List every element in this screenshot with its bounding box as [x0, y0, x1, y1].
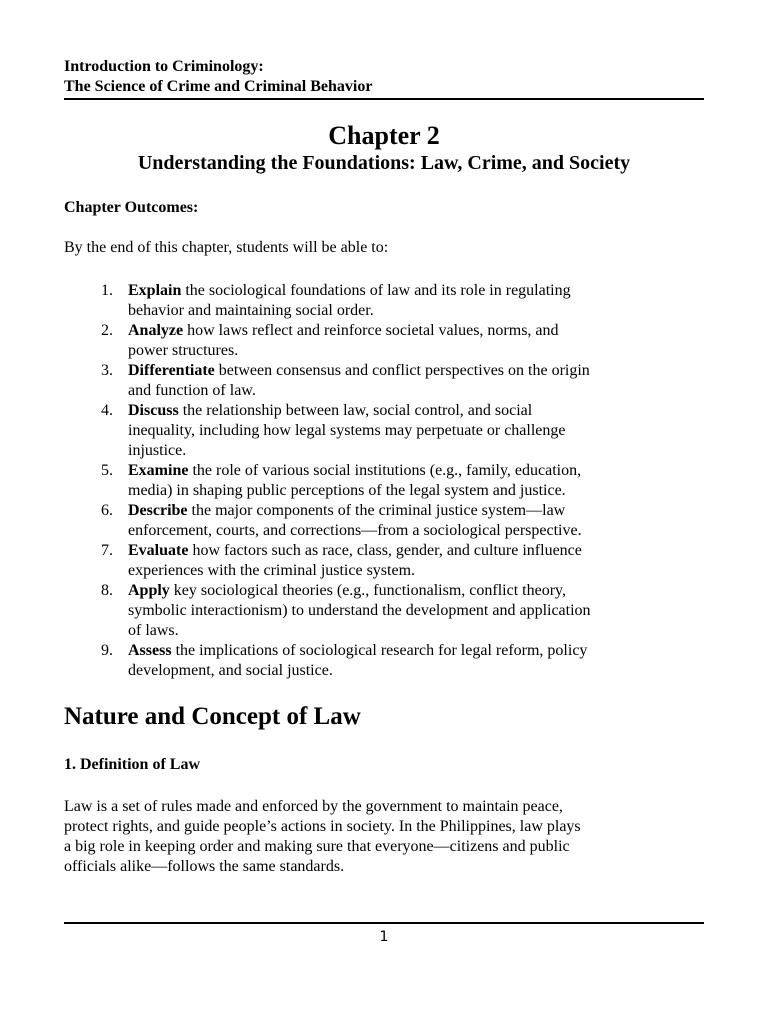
outcome-text-cont: and function of law. — [128, 382, 256, 399]
outcomes-list — [64, 281, 704, 681]
outcome-text-cont: power structures. — [128, 342, 239, 359]
outcome-item-9 — [64, 641, 704, 681]
outcome-text-cont: experiences with the criminal justice system. — [128, 562, 416, 579]
outcome-number: 4. — [101, 402, 113, 419]
header-rule — [64, 98, 704, 100]
running-header-line-1: Introduction to Criminology: — [64, 58, 264, 75]
outcome-text-cont: development, and social justice. — [128, 662, 333, 679]
outcome-number: 3. — [101, 362, 113, 379]
outcome-number: 2. — [101, 322, 113, 339]
outcome-text-cont: media) in shaping public perceptions of the legal system and justice. — [128, 482, 566, 499]
paragraph-line: Law is a set of rules made and enforced by the government to maintain peace, — [64, 798, 563, 815]
outcome-text: the role of various social institutions (e.g., family, education, — [188, 462, 582, 479]
outcome-item-2 — [64, 321, 704, 361]
outcome-verb: Discuss — [128, 402, 179, 419]
outcome-verb: Evaluate — [128, 542, 189, 559]
outcome-text: the major components of the criminal justice system—law — [187, 502, 566, 519]
outcome-text: between consensus and conflict perspectives on the origin — [214, 362, 590, 379]
outcome-text-cont: of laws. — [128, 622, 179, 639]
outcome-verb: Analyze — [128, 322, 184, 339]
outcome-number: 9. — [101, 642, 113, 659]
footer-rule — [64, 922, 704, 924]
outcome-number: 7. — [101, 542, 113, 559]
definition-paragraph — [64, 797, 709, 877]
outcome-verb: Apply — [128, 582, 170, 599]
outcome-item-6 — [64, 501, 704, 541]
outcome-item-3 — [64, 361, 704, 401]
outcome-text: key sociological theories (e.g., functionalism, conflict theory, — [169, 582, 566, 599]
chapter-title: Understanding the Foundations: Law, Crime, and Society — [137, 152, 631, 174]
outcome-verb: Explain — [128, 282, 182, 299]
outcome-verb: Examine — [128, 462, 189, 479]
paragraph-line: officials alike—follows the same standards. — [64, 858, 345, 875]
outcome-verb: Describe — [128, 502, 188, 519]
outcome-text: the sociological foundations of law and its role in regulating — [181, 282, 571, 299]
page-number: 1 — [379, 929, 389, 945]
section-heading: Nature and Concept of Law — [64, 703, 361, 730]
outcome-number: 1. — [101, 282, 113, 299]
outcomes-heading: Chapter Outcomes: — [64, 199, 199, 216]
outcome-verb: Assess — [128, 642, 172, 659]
outcome-text-cont: behavior and maintaining social order. — [128, 302, 374, 319]
outcome-text-cont: enforcement, courts, and corrections—from a sociological perspective. — [128, 522, 582, 539]
paragraph-line: protect rights, and guide people’s actions in society. In the Philippines, law plays — [64, 818, 581, 835]
outcome-text: the relationship between law, social control, and social — [178, 402, 533, 419]
outcome-text-cont: inequality, including how legal systems may perpetuate or challenge — [128, 422, 566, 439]
outcome-item-1 — [64, 281, 704, 321]
paragraph-line: a big role in keeping order and making sure that everyone—citizens and public — [64, 838, 570, 855]
outcome-number: 8. — [101, 582, 113, 599]
outcome-text-cont: injustice. — [128, 442, 187, 459]
chapter-number: Chapter 2 — [328, 121, 440, 150]
outcome-item-4 — [64, 401, 704, 461]
outcome-number: 6. — [101, 502, 113, 519]
subsection-heading: 1. Definition of Law — [64, 756, 200, 773]
outcome-item-5 — [64, 461, 704, 501]
outcome-number: 5. — [101, 462, 113, 479]
outcome-text-cont: symbolic interactionism) to understand the development and application — [128, 602, 591, 619]
running-header-line-2: The Science of Crime and Criminal Behavior — [64, 78, 373, 95]
outcome-item-8 — [64, 581, 704, 641]
running-header — [64, 57, 704, 97]
outcome-text: how factors such as race, class, gender, and culture influence — [188, 542, 582, 559]
outcome-text: how laws reflect and reinforce societal values, norms, and — [183, 322, 559, 339]
outcome-item-7 — [64, 541, 704, 581]
outcomes-intro: By the end of this chapter, students will be able to: — [64, 239, 389, 256]
outcome-verb: Differentiate — [128, 362, 215, 379]
outcome-text: the implications of sociological research for legal reform, policy — [171, 642, 588, 659]
